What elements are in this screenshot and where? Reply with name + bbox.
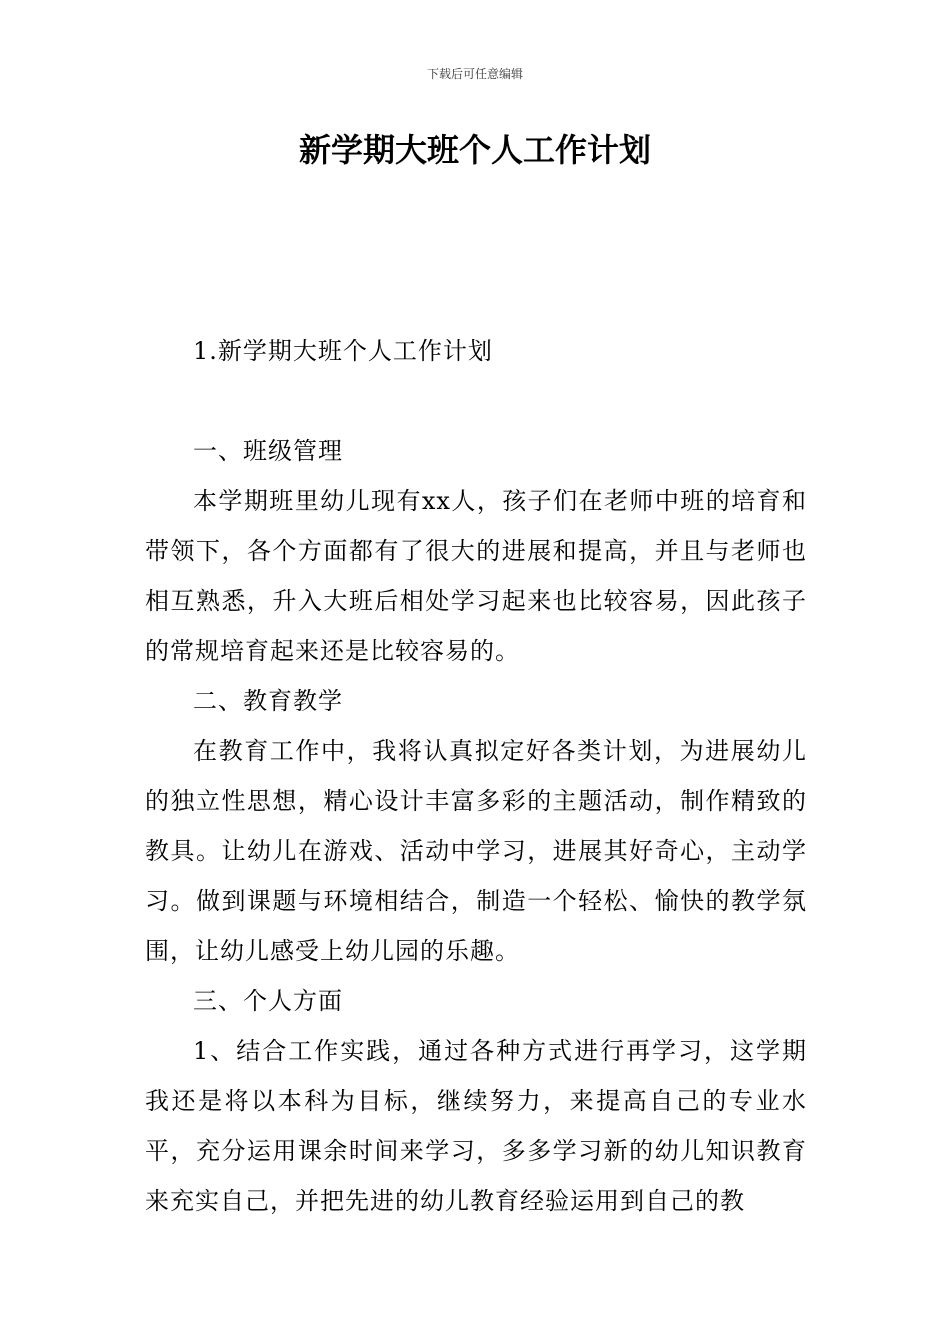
section-2-paragraph: 在教育工作中，我将认真拟定好各类计划，为进展幼儿的独立性思想，精心设计丰富多彩的主题活动，制作精致的教具。让幼儿在游戏、活动中学习，进展其好奇心，主动学习。做到课题与环境相结合，制造一个轻松、愉快的教学氛围，让幼儿感受上幼儿园的乐趣。 bbox=[145, 737, 807, 965]
section-3-paragraph-1: 1、结合工作实践，通过各种方式进行再学习，这学期我还是将以本科为目标，继续努力，来提高自己的专业水平，充分运用课余时间来学习，多多学习新的幼儿知识教育来充实自己，并把先进的幼儿教育经验运用到自己的教 bbox=[145, 1037, 807, 1215]
subtitle: 1.新学期大班个人工作计划 bbox=[193, 337, 493, 365]
document-body bbox=[145, 326, 807, 1226]
section-1-heading: 一、班级管理 bbox=[193, 437, 343, 465]
section-2-heading: 二、教育教学 bbox=[193, 687, 343, 715]
section-1-paragraph: 本学期班里幼儿现有xx人，孩子们在老师中班的培育和带领下，各个方面都有了很大的进展和提高，并且与老师也相互熟悉，升入大班后相处学习起来也比较容易，因此孩子的常规培育起来还是比较容易的。 bbox=[145, 487, 807, 665]
header-note: 下载后可任意编辑 bbox=[426, 67, 523, 81]
section-3-heading: 三、个人方面 bbox=[193, 987, 343, 1015]
document-title: 新学期大班个人工作计划 bbox=[298, 131, 651, 169]
